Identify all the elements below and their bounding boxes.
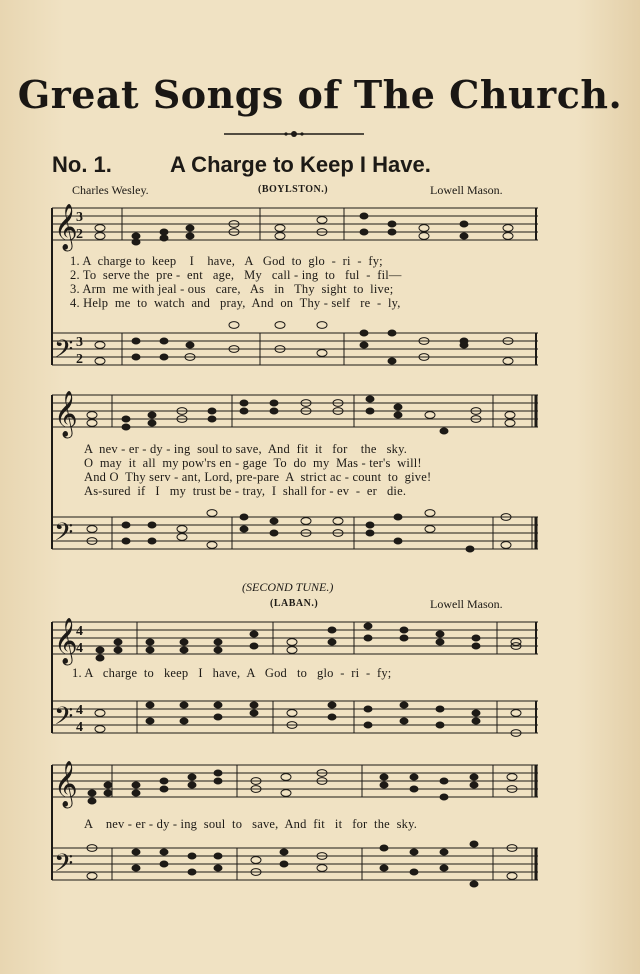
hymn-number: No. 1. bbox=[52, 152, 112, 177]
svg-text:2: 2 bbox=[76, 227, 83, 242]
lyric-line: 1. A charge to keep I have, A God to glo - ri - fy; bbox=[72, 666, 392, 680]
treble-clef-icon: 𝄞 bbox=[54, 204, 78, 250]
lyric-line: O may it all my pow'rs en - gage To do my Mas - ter's will! bbox=[84, 456, 422, 470]
lyric-line: 1. A charge to keep I have, A God to glo - ri - fy; bbox=[70, 254, 383, 268]
svg-text:3: 3 bbox=[76, 335, 83, 350]
lyric-line: As-sured if I my trust be - tray, I shall for - ev - er die. bbox=[84, 484, 407, 498]
svg-text:4: 4 bbox=[76, 703, 83, 718]
author: Charles Wesley. bbox=[72, 183, 149, 197]
lyric-line: 3. Arm me with jeal - ous care, As in Thy sight to live; bbox=[70, 282, 394, 296]
treble-clef-icon: 𝄞 bbox=[54, 618, 78, 664]
treble-clef-icon: 𝄞 bbox=[54, 761, 78, 807]
lyric-line: 2. To serve the pre - ent age, My call - ing to ful - fil— bbox=[70, 268, 402, 282]
lyric-line: 4. Help me to watch and pray, And on Thy - self re - ly, bbox=[70, 296, 401, 310]
second-tune-label: (SECOND TUNE.) bbox=[242, 580, 334, 594]
lyric-line: A nev - er - dy - ing soul to save, And fit it for the sky. bbox=[84, 817, 418, 831]
svg-text:4: 4 bbox=[76, 720, 83, 735]
lyric-line: And O Thy serv - ant, Lord, pre-pare A strict ac - count to give! bbox=[84, 470, 432, 484]
bass-clef-icon: 𝄢 bbox=[54, 702, 74, 737]
tune-name-2: (LABAN.) bbox=[270, 598, 319, 609]
svg-text:4: 4 bbox=[76, 641, 83, 656]
bass-clef-icon: 𝄢 bbox=[54, 849, 74, 884]
page-title: Great Songs of The Church. bbox=[17, 72, 623, 117]
bass-clef-icon: 𝄢 bbox=[54, 335, 74, 370]
lyric-line: A nev - er - dy - ing soul to save, And fit it for the sky. bbox=[84, 442, 408, 456]
hymn-title: A Charge to Keep I Have. bbox=[170, 152, 431, 177]
bass-clef-icon: 𝄢 bbox=[54, 518, 74, 553]
svg-text:2: 2 bbox=[76, 352, 83, 367]
tune-name-1: (BOYLSTON.) bbox=[258, 184, 329, 195]
composer-1: Lowell Mason. bbox=[430, 183, 503, 197]
svg-text:4: 4 bbox=[76, 624, 83, 639]
treble-clef-icon: 𝄞 bbox=[54, 391, 78, 437]
composer-2: Lowell Mason. bbox=[430, 597, 503, 611]
svg-text:3: 3 bbox=[76, 210, 83, 225]
